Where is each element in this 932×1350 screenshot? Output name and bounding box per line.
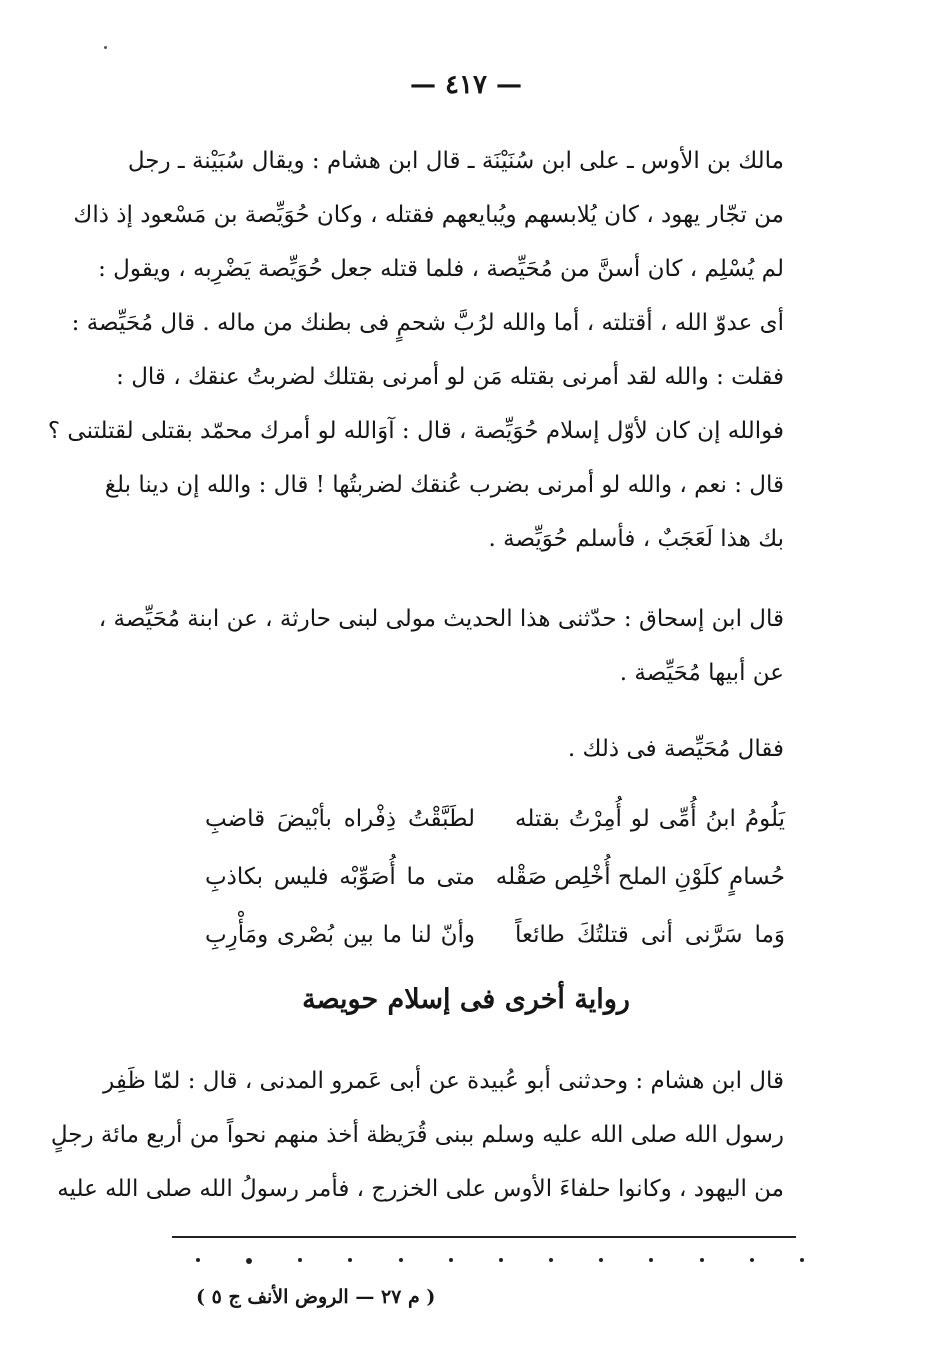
text-line: بك هذا لَعَجَبٌ ، فأسلم حُوَيِّصة . [488, 526, 784, 552]
dot [750, 1258, 754, 1262]
text-line: أى عدوّ الله ، أقتلته ، أما والله لرُبَّ شحمٍ فى بطنك من ماله . قال مُحَيِّصة : [71, 310, 784, 336]
text-line: قال ابن هشام : وحدثنى أبو عُبيدة عن أبى عَمرو المدنى ، قال : لمّا ظَفِر [103, 1068, 784, 1094]
dot [549, 1258, 553, 1262]
dot [196, 1258, 200, 1262]
text-line: رسول الله صلى الله عليه وسلم ببنى قُرَيظة أخذ منهم نحواً من أربع مائة رجلٍ [50, 1122, 784, 1148]
poem-intro: فقال مُحَيِّصة فى ذلك . [567, 736, 784, 762]
text-line: قال : نعم ، والله لو أمرنى بضرب عُنقك لضربتُها ! قال : والله إن دينا بلغ [104, 472, 784, 498]
section-heading: رواية أخرى فى إسلام حويصة [302, 984, 630, 1015]
text-line: فوالله إن كان لأوّل إسلام حُوَيِّصة ، قال : آوَالله لو أمرك محمّد بقتلى لقتلتنى ؟ [47, 418, 784, 444]
hemistich-second: وأنّ لنا ما بين بُصْرى ومَأْرِبِ [205, 922, 475, 948]
paragraph-isnad [98, 592, 784, 700]
text-line: عن أبيها مُحَيِّصة . [619, 660, 784, 686]
text-line: لم يُسْلِم ، كان أسنَّ من مُحَيِّصة ، فلما قتله جعل حُوَيِّصة يَضْرِبه ، ويقول : [98, 256, 784, 282]
dot [499, 1258, 503, 1262]
footer-rule [172, 1236, 796, 1238]
poem [205, 790, 785, 964]
poem-verse [205, 790, 785, 848]
text-line: فقلت : والله لقد أمرنى بقتله مَن لو أمرنى بقتلك لضربتُ عنقك ، قال : [116, 364, 784, 390]
dot [649, 1258, 653, 1262]
text-line: قال ابن إسحاق : حدّثنى هذا الحديث مولى لبنى حارثة ، عن ابنة مُحَيِّصة ، [98, 606, 784, 632]
hemistich-first: يَلُومُ ابنُ أُمِّى لو أُمِرْتُ بقتله [515, 806, 785, 832]
dot [800, 1258, 804, 1262]
dot [700, 1258, 704, 1262]
dot [449, 1258, 453, 1262]
dot [246, 1258, 252, 1264]
dot [348, 1258, 352, 1262]
text-line: من اليهود ، وكانوا حلفاءَ الأوس على الخزرج ، فأمر رسولُ الله صلى الله عليه [57, 1176, 784, 1202]
text-line: من تجّار يهود ، كان يُلابسهم ويُبايعهم فقتله ، وكان حُوَيِّصة بن مَسْعود إذ ذاك [73, 202, 784, 228]
text-line: مالك بن الأوس ـ على ابن سُنَيْنَة ـ قال ابن هشام : ويقال سُبَيْنة ـ رجل [127, 148, 784, 174]
poem-verse [205, 906, 785, 964]
hemistich-second: متى ما أُصَوِّبْه فليس بكاذبِ [205, 864, 475, 890]
scan-speck [104, 46, 107, 49]
footer-dot-row [196, 1258, 804, 1264]
paragraph-main [47, 134, 784, 566]
dot [298, 1258, 302, 1262]
hemistich-second: لطَبَّقْتُ ذِفْراه بأبْيضَ قاضبِ [205, 806, 475, 832]
footer-signature: ( م ٢٧ — الروض الأنف ج ٥ ) [196, 1286, 436, 1308]
hemistich-first: حُسامٍ كلَوْنِ الملح أُخْلِص صَقْله [495, 864, 785, 890]
paragraph-second-account [50, 1054, 784, 1216]
page-number: — ٤١٧ — [409, 70, 523, 100]
dot [399, 1258, 403, 1262]
dot [599, 1258, 603, 1262]
poem-verse [205, 848, 785, 906]
hemistich-first: وَما سَرَّنى أنى قتلتُكَ طائعاً [515, 922, 785, 948]
